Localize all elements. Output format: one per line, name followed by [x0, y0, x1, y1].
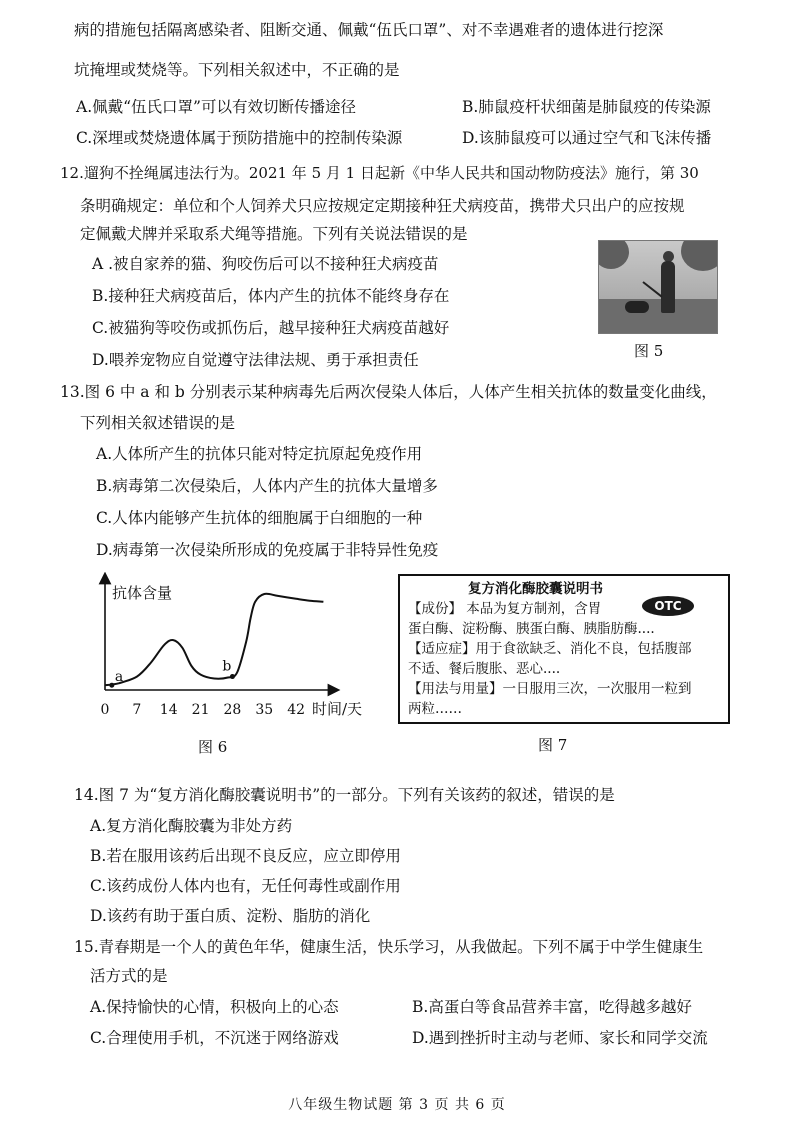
leaflet-line-3: 【适应症】用于食欲缺乏、消化不良，包括腹部 [408, 641, 692, 657]
leaflet-line-1: 【成份】 本品为复方制剂，含胃 [408, 601, 602, 617]
q15-stem-line2: 活方式的是 [90, 967, 168, 985]
q11-option-b: B.肺鼠疫杆状细菌是肺鼠疫的传染源 [462, 98, 711, 116]
x-tick-label: 21 [191, 702, 210, 718]
point-a-label: a [114, 669, 124, 686]
q14-option-a: A.复方消化酶胶囊为非处方药 [90, 817, 293, 835]
q13-stem-line1: 13.图 6 中 a 和 b 分别表示某种病毒先后两次侵染人体后，人体产生相关抗体的数量变化曲线， [60, 383, 717, 401]
q13-option-c: C.人体内能够产生抗体的细胞属于白细胞的一种 [96, 509, 423, 527]
q11-option-d: D.该肺鼠疫可以通过空气和飞沫传播 [462, 129, 712, 147]
leaflet-line-2: 蛋白酶、淀粉酶、胰蛋白酶、胰脂肪酶.... [408, 621, 655, 637]
q15-option-c: C.合理使用手机，不沉迷于网络游戏 [90, 1029, 339, 1047]
q11-option-c: C.深埋或焚烧遗体属于预防措施中的控制传染源 [76, 129, 403, 147]
point-b-label: b [222, 658, 232, 675]
figure-5-dog-walking-image [598, 240, 718, 334]
q13-option-d: D.病毒第一次侵染所形成的免疫属于非特异性免疫 [96, 541, 439, 559]
q12-option-a: A .被自家养的猫、狗咬伤后可以不接种狂犬病疫苗 [92, 255, 439, 273]
x-tick-label: 42 [287, 702, 306, 718]
q15-stem-line1: 15.青春期是一个人的黄色年华，健康生活，快乐学习，从我做起。下列不属于中学生健康生 [74, 938, 704, 956]
q14-option-c: C.该药成份人体内也有，无任何毒性或副作用 [90, 877, 401, 895]
x-tick-label: 14 [159, 702, 178, 718]
leaflet-line-5: 【用法与用量】一日服用三次，一次服用一粒到 [408, 681, 692, 697]
antibody-curve [105, 594, 323, 685]
x-tick-label: 35 [255, 702, 274, 718]
q11-stem-line2: 坑掩埋或焚烧等。下列相关叙述中，不正确的是 [74, 61, 400, 79]
x-tick-label: 7 [132, 702, 142, 718]
figure-7-drug-leaflet [398, 574, 730, 724]
q12-stem-line1: 12.遛狗不拴绳属违法行为。2021 年 5 月 1 日起新《中华人民共和国动物防疫法》施行，第 30 [60, 164, 699, 182]
leaflet-title: 复方消化酶胶囊说明书 [468, 581, 603, 597]
q13-option-a: A.人体所产生的抗体只能对特定抗原起免疫作用 [96, 445, 423, 463]
q14-option-b: B.若在服用该药后出现不良反应，应立即停用 [90, 847, 401, 865]
page-footer: 八年级生物试题 第 3 页 共 6 页 [288, 1097, 506, 1113]
q12-option-b: B.接种狂犬病疫苗后，体内产生的抗体不能终身存在 [92, 287, 450, 305]
q14-stem: 14.图 7 为“复方消化酶胶囊说明书”的一部分。下列有关该药的叙述，错误的是 [74, 786, 615, 804]
q12-stem-line2: 条明确规定：单位和个人饲养犬只应按规定定期接种狂犬病疫苗，携带犬只出户的应按规 [80, 197, 685, 215]
point-a-marker [109, 683, 114, 688]
q15-option-d: D.遇到挫折时主动与老师、家长和同学交流 [412, 1029, 708, 1047]
q13-option-b: B.病毒第二次侵染后，人体内产生的抗体大量增多 [96, 477, 438, 495]
x-tick-label: 0 [100, 702, 110, 718]
figure-6-caption: 图 6 [198, 738, 228, 756]
leaflet-line-6: 两粒…… [408, 701, 462, 717]
figure-5-caption: 图 5 [634, 342, 664, 360]
x-tick-label: 28 [223, 702, 242, 718]
leaflet-line-4: 不适、餐后腹胀、恶心.... [408, 661, 561, 677]
q13-stem-line2: 下列相关叙述错误的是 [80, 414, 236, 432]
q12-stem-line3: 定佩戴犬牌并采取系犬绳等措施。下列有关说法错误的是 [80, 225, 468, 243]
q12-option-d: D.喂养宠物应自觉遵守法律法规、勇于承担责任 [92, 351, 419, 369]
q14-option-d: D.该药有助于蛋白质、淀粉、脂肪的消化 [90, 907, 371, 925]
y-axis-label: 抗体含量 [112, 584, 173, 602]
q11-option-a: A.佩戴“伍氏口罩”可以有效切断传播途径 [76, 98, 356, 116]
point-b-marker [230, 674, 235, 679]
q12-option-c: C.被猫狗等咬伤或抓伤后，越早接种狂犬病疫苗越好 [92, 319, 450, 337]
q15-option-a: A.保持愉快的心情，积极向上的心态 [90, 998, 339, 1016]
figure-7-caption: 图 7 [538, 736, 568, 754]
otc-badge: OTC [642, 596, 694, 616]
q11-stem-line1: 病的措施包括隔离感染者、阻断交通、佩戴“伍氏口罩”、对不幸遇难者的遗体进行挖深 [74, 21, 664, 39]
q15-option-b: B.高蛋白等食品营养丰富，吃得越多越好 [412, 998, 692, 1016]
x-axis-label: 时间/天 [312, 700, 363, 718]
figure-6-antibody-chart [88, 572, 388, 728]
